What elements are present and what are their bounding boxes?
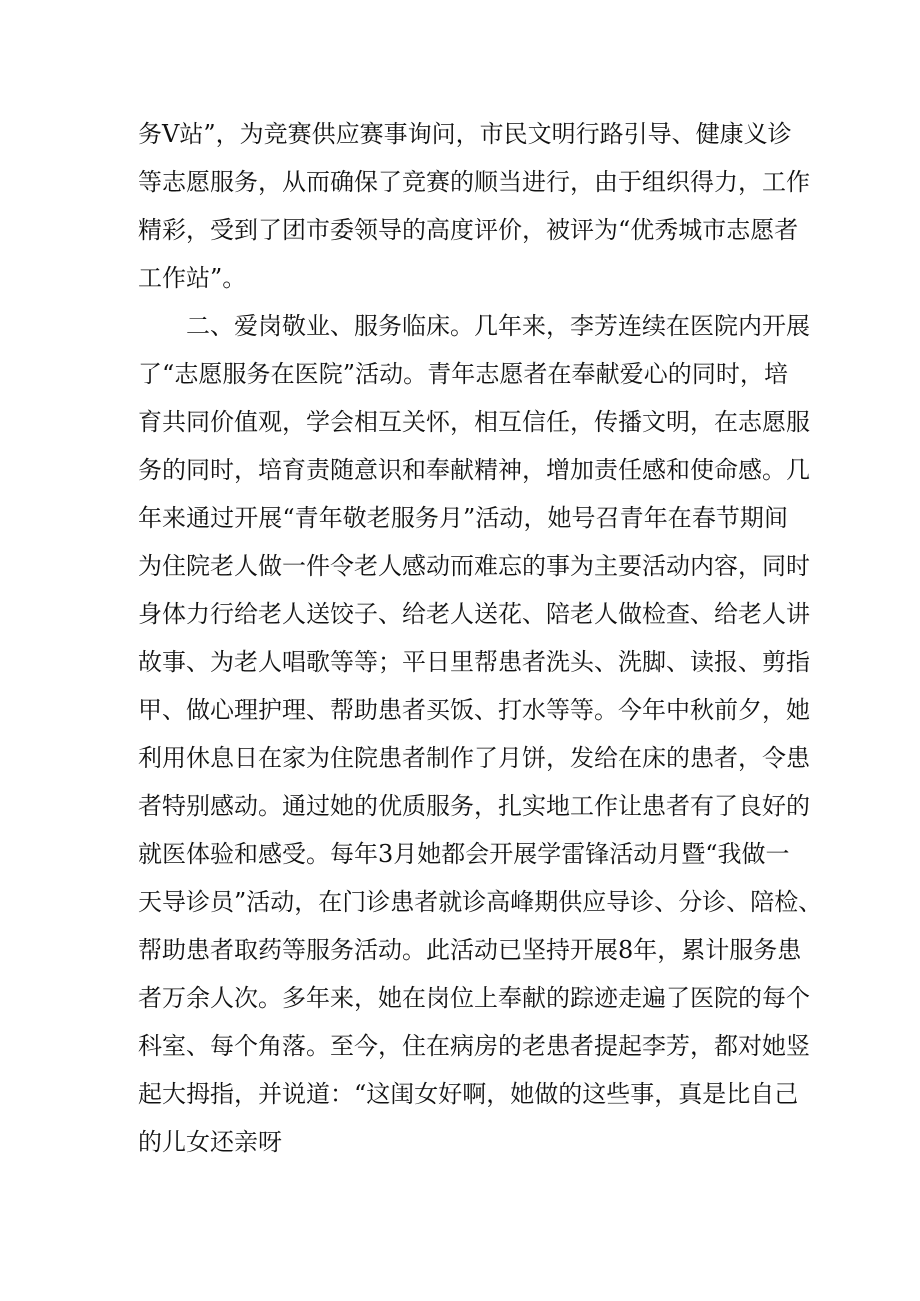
text-line: 故事、为老人唱歌等等；平日里帮患者洗头、洗脚、读报、剪指 (138, 648, 810, 676)
text-line: 利用休息日在家为住院患者制作了月饼，发给在床的患者，令患 (138, 744, 810, 772)
text-line: 年来通过开展“青年敬老服务月”活动，她号召青年在春节期间 (138, 504, 788, 532)
paragraph-2 (138, 302, 823, 1166)
text-line: 务V站”，为竞赛供应赛事询问，市民文明行路引导、健康义诊 (138, 120, 792, 148)
text-line: 了“志愿服务在医院”活动。青年志愿者在奉献爱心的同时，培 (138, 360, 788, 388)
text-line: 等志愿服务，从而确保了竞赛的顺当进行，由于组织得力，工作 (138, 168, 810, 196)
text-line: 就医体验和感受。每年3月她都会开展学雷锋活动月暨“我做一 (138, 840, 790, 868)
document-body (138, 110, 823, 1166)
text-line: 天导诊员”活动，在门诊患者就诊高峰期供应导诊、分诊、陪检、 (138, 888, 823, 916)
text-line: 起大拇指，并说道：“这闺女好啊，她做的这些事，真是比自己 (138, 1080, 799, 1108)
paragraph-1 (138, 110, 810, 302)
text-line: 育共同价值观，学会相互关怀，相互信任，传播文明，在志愿服 (138, 408, 810, 436)
text-line: 的儿女还亲呀 (138, 1128, 282, 1156)
text-line: 身体力行给老人送饺子、给老人送花、陪老人做检查、给老人讲 (138, 600, 810, 628)
text-line: 精彩，受到了团市委领导的高度评价，被评为“优秀城市志愿者 (138, 216, 799, 244)
text-line: 工作站”。 (138, 264, 247, 292)
text-line: 者特别感动。通过她的优质服务，扎实地工作让患者有了良好的 (138, 792, 810, 820)
text-line: 务的同时，培育责随意识和奉献精神，增加责任感和使命感。几 (138, 456, 810, 484)
text-line: 甲、做心理护理、帮助患者买饭、打水等等。今年中秋前夕，她 (138, 696, 810, 724)
text-line: 科室、每个角落。至今，住在病房的老患者提起李芳，都对她竖 (138, 1032, 810, 1060)
text-line: 为住院老人做一件令老人感动而难忘的事为主要活动内容，同时 (138, 552, 810, 580)
text-line: 者万余人次。多年来，她在岗位上奉献的踪迹走遍了医院的每个 (138, 984, 810, 1012)
text-line: 二、爱岗敬业、服务临床。几年来，李芳连续在医院内开展 (138, 312, 810, 340)
text-line: 帮助患者取药等服务活动。此活动已坚持开展8年，累计服务患 (138, 936, 802, 964)
